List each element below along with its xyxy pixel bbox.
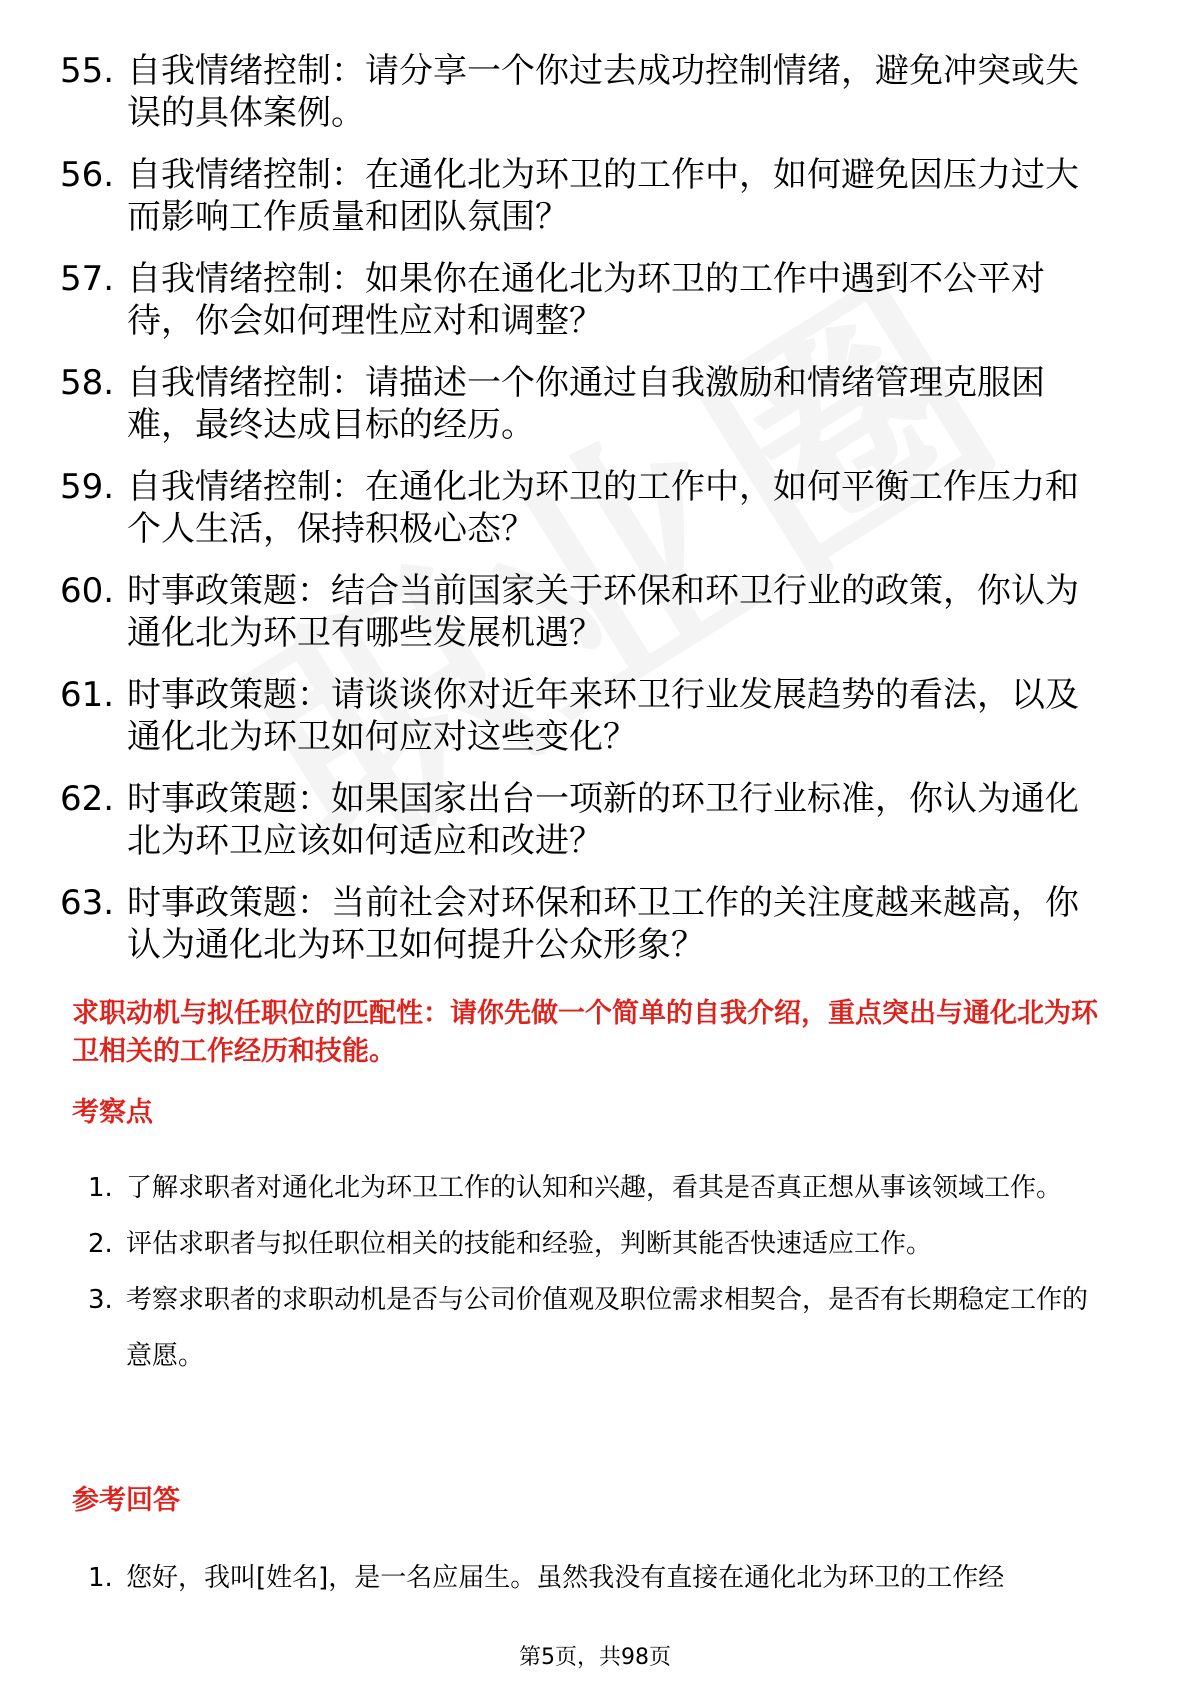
section-heading: 求职动机与拟任职位的匹配性：请你先做一个简单的自我介绍，重点突出与通化北为环卫相关的工作经历和技能。: [72, 998, 1098, 1067]
question-item: [60, 570, 1110, 654]
question-item: [60, 674, 1110, 758]
question-text: 自我情绪控制：在通化北为环卫的工作中，如何避免因压力过大而影响工作质量和团队氛围？: [127, 155, 1079, 237]
point-text: 考察求职者的求职动机是否与公司价值观及职位需求相契合，是否有长期稳定工作的意愿。: [126, 1285, 1089, 1371]
question-item: [60, 50, 1110, 134]
question-item: [60, 362, 1110, 446]
point-number: 3.: [88, 1285, 113, 1315]
point-item: [88, 1272, 1108, 1384]
question-text: 自我情绪控制：请分享一个你过去成功控制情绪，避免冲突或失误的具体案例。: [127, 51, 1079, 133]
question-text: 时事政策题：如果国家出台一项新的环卫行业标准，你认为通化北为环卫应该如何适应和改进？: [127, 779, 1079, 861]
question-item: [60, 466, 1110, 550]
question-text: 自我情绪控制：请描述一个你通过自我激励和情绪管理克服困难，最终达成目标的经历。: [127, 363, 1045, 445]
question-number: 57.: [60, 259, 115, 299]
points-list: [88, 1160, 1108, 1384]
question-item: [60, 154, 1110, 238]
answer-list: [88, 1550, 1108, 1606]
point-number: 1.: [88, 1173, 113, 1203]
question-number: 63.: [60, 883, 115, 923]
question-number: 55.: [60, 51, 115, 91]
page-footer: 第5页，共98页: [519, 1645, 671, 1670]
question-text: 时事政策题：当前社会对环保和环卫工作的关注度越来越高，你认为通化北为环卫如何提升公众形象？: [127, 883, 1079, 965]
point-item: [88, 1216, 1108, 1272]
answer-item: [88, 1550, 1108, 1606]
question-text: 时事政策题：结合当前国家关于环保和环卫行业的政策，你认为通化北为环卫有哪些发展机遇？: [127, 571, 1079, 653]
question-number: 56.: [60, 155, 115, 195]
answer-label: 参考回答: [72, 1485, 180, 1516]
question-list: [60, 50, 1110, 986]
question-number: 60.: [60, 571, 115, 611]
question-number: 59.: [60, 467, 115, 507]
question-number: 62.: [60, 779, 115, 819]
question-text: 自我情绪控制：如果你在通化北为环卫的工作中遇到不公平对待，你会如何理性应对和调整？: [127, 259, 1045, 341]
question-number: 61.: [60, 675, 115, 715]
question-item: [60, 258, 1110, 342]
point-item: [88, 1160, 1108, 1216]
question-item: [60, 778, 1110, 862]
point-number: 2.: [88, 1229, 113, 1259]
question-text: 时事政策题：请谈谈你对近年来环卫行业发展趋势的看法，以及通化北为环卫如何应对这些变化？: [127, 675, 1079, 757]
answer-text: 您好，我叫[姓名]，是一名应届生。虽然我没有直接在通化北为环卫的工作经: [126, 1563, 1005, 1593]
points-label: 考察点: [72, 1097, 153, 1128]
answer-number: 1.: [88, 1563, 113, 1593]
point-text: 评估求职者与拟任职位相关的技能和经验，判断其能否快速适应工作。: [126, 1229, 933, 1259]
point-text: 了解求职者对通化北为环卫工作的认知和兴趣，看其是否真正想从事该领域工作。: [126, 1173, 1063, 1203]
question-text: 自我情绪控制：在通化北为环卫的工作中，如何平衡工作压力和个人生活，保持积极心态？: [127, 467, 1079, 549]
question-item: [60, 882, 1110, 966]
question-number: 58.: [60, 363, 115, 403]
